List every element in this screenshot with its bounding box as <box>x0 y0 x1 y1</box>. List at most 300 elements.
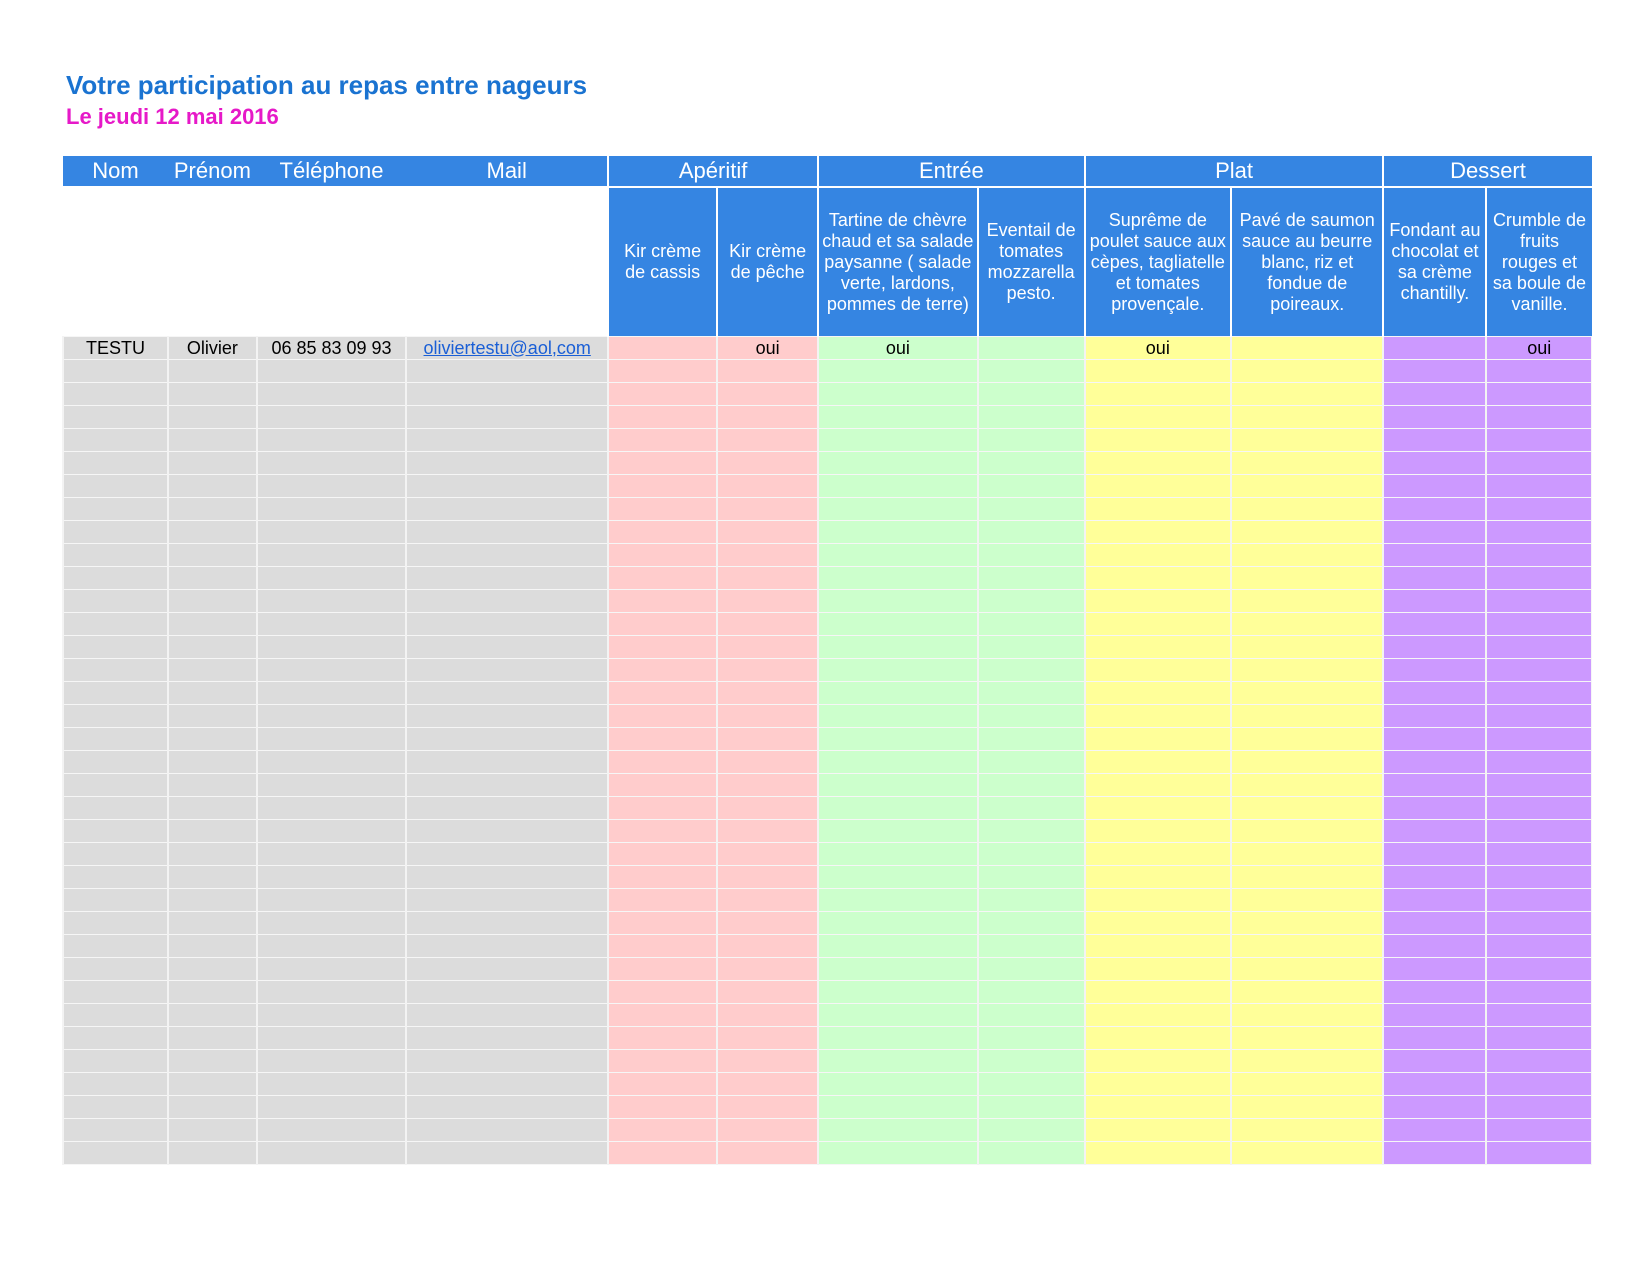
empty-cell[interactable] <box>168 1027 257 1050</box>
empty-cell[interactable] <box>63 1050 168 1073</box>
empty-cell[interactable] <box>1231 958 1383 981</box>
empty-cell[interactable] <box>818 613 978 636</box>
empty-cell[interactable] <box>1231 1119 1383 1142</box>
empty-cell[interactable] <box>818 958 978 981</box>
empty-cell[interactable] <box>63 843 168 866</box>
empty-cell[interactable] <box>168 498 257 521</box>
empty-cell[interactable] <box>406 406 608 429</box>
empty-cell[interactable] <box>406 843 608 866</box>
empty-cell[interactable] <box>978 498 1085 521</box>
empty-cell[interactable] <box>63 1096 168 1119</box>
empty-cell[interactable] <box>978 452 1085 475</box>
empty-cell[interactable] <box>1486 659 1591 682</box>
empty-cell[interactable] <box>978 1096 1085 1119</box>
empty-cell[interactable] <box>63 912 168 935</box>
empty-cell[interactable] <box>257 912 406 935</box>
empty-cell[interactable] <box>63 544 168 567</box>
empty-cell[interactable] <box>1085 912 1231 935</box>
empty-cell[interactable] <box>608 1119 717 1142</box>
empty-cell[interactable] <box>818 1119 978 1142</box>
empty-cell[interactable] <box>717 889 818 912</box>
empty-cell[interactable] <box>168 843 257 866</box>
empty-cell[interactable] <box>168 889 257 912</box>
empty-cell[interactable] <box>63 406 168 429</box>
empty-cell[interactable] <box>406 774 608 797</box>
empty-cell[interactable] <box>168 705 257 728</box>
empty-cell[interactable] <box>978 567 1085 590</box>
empty-cell[interactable] <box>1383 360 1486 383</box>
empty-cell[interactable] <box>1383 728 1486 751</box>
empty-cell[interactable] <box>608 406 717 429</box>
empty-cell[interactable] <box>717 636 818 659</box>
empty-cell[interactable] <box>1383 452 1486 475</box>
empty-cell[interactable] <box>257 935 406 958</box>
empty-cell[interactable] <box>168 1004 257 1027</box>
empty-cell[interactable] <box>168 958 257 981</box>
empty-cell[interactable] <box>818 889 978 912</box>
empty-cell[interactable] <box>63 889 168 912</box>
empty-cell[interactable] <box>63 659 168 682</box>
empty-cell[interactable] <box>818 682 978 705</box>
empty-cell[interactable] <box>717 452 818 475</box>
cell-choice[interactable]: oui <box>1486 337 1591 360</box>
empty-cell[interactable] <box>1231 981 1383 1004</box>
empty-cell[interactable] <box>168 521 257 544</box>
empty-cell[interactable] <box>1085 544 1231 567</box>
empty-cell[interactable] <box>63 728 168 751</box>
empty-cell[interactable] <box>1231 843 1383 866</box>
empty-cell[interactable] <box>63 705 168 728</box>
empty-cell[interactable] <box>1383 981 1486 1004</box>
empty-cell[interactable] <box>1231 498 1383 521</box>
empty-cell[interactable] <box>168 820 257 843</box>
empty-cell[interactable] <box>978 958 1085 981</box>
empty-cell[interactable] <box>608 820 717 843</box>
empty-cell[interactable] <box>257 889 406 912</box>
empty-cell[interactable] <box>1486 636 1591 659</box>
empty-cell[interactable] <box>1486 682 1591 705</box>
empty-cell[interactable] <box>1085 682 1231 705</box>
empty-cell[interactable] <box>1085 1096 1231 1119</box>
empty-cell[interactable] <box>1383 659 1486 682</box>
empty-cell[interactable] <box>1231 360 1383 383</box>
empty-cell[interactable] <box>717 521 818 544</box>
empty-cell[interactable] <box>978 889 1085 912</box>
empty-cell[interactable] <box>168 659 257 682</box>
empty-cell[interactable] <box>406 751 608 774</box>
empty-cell[interactable] <box>978 544 1085 567</box>
empty-cell[interactable] <box>406 728 608 751</box>
empty-cell[interactable] <box>978 751 1085 774</box>
empty-cell[interactable] <box>1383 682 1486 705</box>
empty-cell[interactable] <box>257 521 406 544</box>
empty-cell[interactable] <box>1383 1096 1486 1119</box>
empty-cell[interactable] <box>168 360 257 383</box>
empty-cell[interactable] <box>717 567 818 590</box>
empty-cell[interactable] <box>1486 958 1591 981</box>
empty-cell[interactable] <box>257 636 406 659</box>
empty-cell[interactable] <box>63 981 168 1004</box>
empty-cell[interactable] <box>818 1004 978 1027</box>
empty-cell[interactable] <box>978 912 1085 935</box>
empty-cell[interactable] <box>1383 820 1486 843</box>
empty-cell[interactable] <box>257 544 406 567</box>
empty-cell[interactable] <box>63 452 168 475</box>
empty-cell[interactable] <box>717 705 818 728</box>
empty-cell[interactable] <box>1383 475 1486 498</box>
empty-cell[interactable] <box>1085 521 1231 544</box>
empty-cell[interactable] <box>1231 567 1383 590</box>
empty-cell[interactable] <box>1486 521 1591 544</box>
empty-cell[interactable] <box>1383 705 1486 728</box>
empty-cell[interactable] <box>1486 889 1591 912</box>
empty-cell[interactable] <box>1085 843 1231 866</box>
empty-cell[interactable] <box>608 636 717 659</box>
empty-cell[interactable] <box>1486 774 1591 797</box>
empty-cell[interactable] <box>1486 383 1591 406</box>
empty-cell[interactable] <box>717 1096 818 1119</box>
empty-cell[interactable] <box>168 1050 257 1073</box>
empty-cell[interactable] <box>1085 1073 1231 1096</box>
empty-cell[interactable] <box>1231 383 1383 406</box>
empty-cell[interactable] <box>608 1096 717 1119</box>
empty-cell[interactable] <box>1383 1027 1486 1050</box>
empty-cell[interactable] <box>406 682 608 705</box>
empty-cell[interactable] <box>63 682 168 705</box>
mail-link[interactable]: oliviertestu@aol,com <box>423 337 591 358</box>
empty-cell[interactable] <box>406 820 608 843</box>
empty-cell[interactable] <box>257 751 406 774</box>
empty-cell[interactable] <box>1383 912 1486 935</box>
empty-cell[interactable] <box>1486 1096 1591 1119</box>
empty-cell[interactable] <box>257 1027 406 1050</box>
empty-cell[interactable] <box>818 705 978 728</box>
empty-cell[interactable] <box>1231 912 1383 935</box>
empty-cell[interactable] <box>717 682 818 705</box>
empty-cell[interactable] <box>978 820 1085 843</box>
empty-cell[interactable] <box>818 1027 978 1050</box>
empty-cell[interactable] <box>257 728 406 751</box>
empty-cell[interactable] <box>406 912 608 935</box>
empty-cell[interactable] <box>1383 935 1486 958</box>
empty-cell[interactable] <box>608 1073 717 1096</box>
empty-cell[interactable] <box>1486 1050 1591 1073</box>
empty-cell[interactable] <box>608 544 717 567</box>
empty-cell[interactable] <box>406 659 608 682</box>
empty-cell[interactable] <box>608 1142 717 1165</box>
empty-cell[interactable] <box>63 866 168 889</box>
empty-cell[interactable] <box>63 383 168 406</box>
empty-cell[interactable] <box>978 1050 1085 1073</box>
empty-cell[interactable] <box>1383 636 1486 659</box>
empty-cell[interactable] <box>406 567 608 590</box>
empty-cell[interactable] <box>1231 705 1383 728</box>
empty-cell[interactable] <box>1383 429 1486 452</box>
empty-cell[interactable] <box>608 1050 717 1073</box>
empty-cell[interactable] <box>168 751 257 774</box>
empty-cell[interactable] <box>168 866 257 889</box>
empty-cell[interactable] <box>818 452 978 475</box>
empty-cell[interactable] <box>608 774 717 797</box>
empty-cell[interactable] <box>1383 406 1486 429</box>
empty-cell[interactable] <box>1486 498 1591 521</box>
empty-cell[interactable] <box>978 475 1085 498</box>
empty-cell[interactable] <box>1383 889 1486 912</box>
empty-cell[interactable] <box>1486 728 1591 751</box>
empty-cell[interactable] <box>1383 797 1486 820</box>
cell-mail[interactable] <box>406 337 608 360</box>
empty-cell[interactable] <box>257 820 406 843</box>
empty-cell[interactable] <box>818 521 978 544</box>
empty-cell[interactable] <box>257 475 406 498</box>
empty-cell[interactable] <box>717 728 818 751</box>
empty-cell[interactable] <box>608 613 717 636</box>
empty-cell[interactable] <box>608 981 717 1004</box>
empty-cell[interactable] <box>818 567 978 590</box>
empty-cell[interactable] <box>717 981 818 1004</box>
empty-cell[interactable] <box>717 475 818 498</box>
empty-cell[interactable] <box>1486 1073 1591 1096</box>
empty-cell[interactable] <box>168 1142 257 1165</box>
empty-cell[interactable] <box>1231 475 1383 498</box>
empty-cell[interactable] <box>63 820 168 843</box>
empty-cell[interactable] <box>1486 705 1591 728</box>
empty-cell[interactable] <box>1486 360 1591 383</box>
empty-cell[interactable] <box>1383 498 1486 521</box>
empty-cell[interactable] <box>608 889 717 912</box>
empty-cell[interactable] <box>168 567 257 590</box>
empty-cell[interactable] <box>406 981 608 1004</box>
empty-cell[interactable] <box>1085 751 1231 774</box>
cell-choice[interactable]: oui <box>818 337 978 360</box>
empty-cell[interactable] <box>1231 1027 1383 1050</box>
empty-cell[interactable] <box>978 383 1085 406</box>
empty-cell[interactable] <box>257 613 406 636</box>
empty-cell[interactable] <box>978 866 1085 889</box>
empty-cell[interactable] <box>257 1073 406 1096</box>
empty-cell[interactable] <box>1085 659 1231 682</box>
empty-cell[interactable] <box>257 981 406 1004</box>
empty-cell[interactable] <box>1486 613 1591 636</box>
empty-cell[interactable] <box>978 935 1085 958</box>
empty-cell[interactable] <box>63 774 168 797</box>
empty-cell[interactable] <box>168 544 257 567</box>
empty-cell[interactable] <box>63 613 168 636</box>
empty-cell[interactable] <box>168 728 257 751</box>
empty-cell[interactable] <box>978 705 1085 728</box>
empty-cell[interactable] <box>168 981 257 1004</box>
empty-cell[interactable] <box>1231 1096 1383 1119</box>
empty-cell[interactable] <box>406 797 608 820</box>
empty-cell[interactable] <box>717 912 818 935</box>
empty-cell[interactable] <box>63 360 168 383</box>
empty-cell[interactable] <box>1231 521 1383 544</box>
empty-cell[interactable] <box>168 636 257 659</box>
empty-cell[interactable] <box>608 1027 717 1050</box>
empty-cell[interactable] <box>978 1119 1085 1142</box>
empty-cell[interactable] <box>1231 659 1383 682</box>
empty-cell[interactable] <box>818 797 978 820</box>
empty-cell[interactable] <box>168 1119 257 1142</box>
empty-cell[interactable] <box>717 843 818 866</box>
empty-cell[interactable] <box>818 636 978 659</box>
empty-cell[interactable] <box>406 429 608 452</box>
empty-cell[interactable] <box>1085 1142 1231 1165</box>
empty-cell[interactable] <box>717 360 818 383</box>
empty-cell[interactable] <box>978 429 1085 452</box>
empty-cell[interactable] <box>1231 636 1383 659</box>
empty-cell[interactable] <box>406 636 608 659</box>
empty-cell[interactable] <box>1085 1027 1231 1050</box>
empty-cell[interactable] <box>818 406 978 429</box>
empty-cell[interactable] <box>63 475 168 498</box>
empty-cell[interactable] <box>1231 406 1383 429</box>
empty-cell[interactable] <box>717 544 818 567</box>
empty-cell[interactable] <box>717 935 818 958</box>
empty-cell[interactable] <box>257 498 406 521</box>
empty-cell[interactable] <box>608 590 717 613</box>
empty-cell[interactable] <box>1486 843 1591 866</box>
empty-cell[interactable] <box>168 613 257 636</box>
empty-cell[interactable] <box>978 774 1085 797</box>
empty-cell[interactable] <box>63 1004 168 1027</box>
empty-cell[interactable] <box>717 429 818 452</box>
empty-cell[interactable] <box>257 659 406 682</box>
empty-cell[interactable] <box>608 498 717 521</box>
empty-cell[interactable] <box>608 866 717 889</box>
empty-cell[interactable] <box>608 475 717 498</box>
empty-cell[interactable] <box>1486 452 1591 475</box>
empty-cell[interactable] <box>608 383 717 406</box>
empty-cell[interactable] <box>978 843 1085 866</box>
empty-cell[interactable] <box>717 590 818 613</box>
empty-cell[interactable] <box>63 1142 168 1165</box>
empty-cell[interactable] <box>406 360 608 383</box>
cell-nom[interactable]: TESTU <box>63 337 168 360</box>
empty-cell[interactable] <box>1085 1050 1231 1073</box>
empty-cell[interactable] <box>63 590 168 613</box>
empty-cell[interactable] <box>1085 866 1231 889</box>
empty-cell[interactable] <box>1486 1004 1591 1027</box>
empty-cell[interactable] <box>1085 958 1231 981</box>
empty-cell[interactable] <box>406 452 608 475</box>
empty-cell[interactable] <box>406 889 608 912</box>
empty-cell[interactable] <box>1231 682 1383 705</box>
cell-choice[interactable] <box>1383 337 1486 360</box>
empty-cell[interactable] <box>1486 1142 1591 1165</box>
empty-cell[interactable] <box>1486 820 1591 843</box>
empty-cell[interactable] <box>717 751 818 774</box>
empty-cell[interactable] <box>608 728 717 751</box>
empty-cell[interactable] <box>608 360 717 383</box>
empty-cell[interactable] <box>1383 1050 1486 1073</box>
empty-cell[interactable] <box>1486 429 1591 452</box>
empty-cell[interactable] <box>717 1119 818 1142</box>
empty-cell[interactable] <box>257 452 406 475</box>
empty-cell[interactable] <box>1085 728 1231 751</box>
empty-cell[interactable] <box>168 1096 257 1119</box>
empty-cell[interactable] <box>818 912 978 935</box>
empty-cell[interactable] <box>63 935 168 958</box>
empty-cell[interactable] <box>1231 1050 1383 1073</box>
empty-cell[interactable] <box>406 866 608 889</box>
empty-cell[interactable] <box>1085 774 1231 797</box>
empty-cell[interactable] <box>818 475 978 498</box>
cell-choice[interactable] <box>1231 337 1383 360</box>
empty-cell[interactable] <box>1383 866 1486 889</box>
empty-cell[interactable] <box>818 360 978 383</box>
empty-cell[interactable] <box>818 590 978 613</box>
empty-cell[interactable] <box>608 1004 717 1027</box>
empty-cell[interactable] <box>1383 613 1486 636</box>
empty-cell[interactable] <box>1383 1142 1486 1165</box>
empty-cell[interactable] <box>978 360 1085 383</box>
empty-cell[interactable] <box>257 1096 406 1119</box>
empty-cell[interactable] <box>1085 406 1231 429</box>
empty-cell[interactable] <box>1231 728 1383 751</box>
empty-cell[interactable] <box>1231 1142 1383 1165</box>
empty-cell[interactable] <box>168 682 257 705</box>
empty-cell[interactable] <box>1486 544 1591 567</box>
empty-cell[interactable] <box>406 1096 608 1119</box>
empty-cell[interactable] <box>818 866 978 889</box>
empty-cell[interactable] <box>63 797 168 820</box>
empty-cell[interactable] <box>1085 383 1231 406</box>
empty-cell[interactable] <box>63 958 168 981</box>
empty-cell[interactable] <box>257 843 406 866</box>
empty-cell[interactable] <box>818 1050 978 1073</box>
empty-cell[interactable] <box>63 636 168 659</box>
empty-cell[interactable] <box>717 820 818 843</box>
empty-cell[interactable] <box>1383 1073 1486 1096</box>
empty-cell[interactable] <box>978 636 1085 659</box>
empty-cell[interactable] <box>406 383 608 406</box>
empty-cell[interactable] <box>818 498 978 521</box>
empty-cell[interactable] <box>63 1027 168 1050</box>
empty-cell[interactable] <box>168 452 257 475</box>
empty-cell[interactable] <box>978 1004 1085 1027</box>
empty-cell[interactable] <box>1486 590 1591 613</box>
empty-cell[interactable] <box>1085 636 1231 659</box>
empty-cell[interactable] <box>608 659 717 682</box>
empty-cell[interactable] <box>717 406 818 429</box>
empty-cell[interactable] <box>717 1027 818 1050</box>
empty-cell[interactable] <box>1486 912 1591 935</box>
empty-cell[interactable] <box>406 1119 608 1142</box>
empty-cell[interactable] <box>63 1119 168 1142</box>
empty-cell[interactable] <box>1486 751 1591 774</box>
empty-cell[interactable] <box>1383 567 1486 590</box>
empty-cell[interactable] <box>257 866 406 889</box>
empty-cell[interactable] <box>978 1073 1085 1096</box>
empty-cell[interactable] <box>1085 360 1231 383</box>
empty-cell[interactable] <box>168 590 257 613</box>
empty-cell[interactable] <box>1231 820 1383 843</box>
empty-cell[interactable] <box>257 406 406 429</box>
empty-cell[interactable] <box>1383 958 1486 981</box>
empty-cell[interactable] <box>63 498 168 521</box>
empty-cell[interactable] <box>1231 889 1383 912</box>
empty-cell[interactable] <box>1231 935 1383 958</box>
empty-cell[interactable] <box>406 1050 608 1073</box>
empty-cell[interactable] <box>1085 452 1231 475</box>
empty-cell[interactable] <box>818 728 978 751</box>
empty-cell[interactable] <box>608 797 717 820</box>
empty-cell[interactable] <box>1085 705 1231 728</box>
empty-cell[interactable] <box>1085 590 1231 613</box>
empty-cell[interactable] <box>717 383 818 406</box>
empty-cell[interactable] <box>608 935 717 958</box>
